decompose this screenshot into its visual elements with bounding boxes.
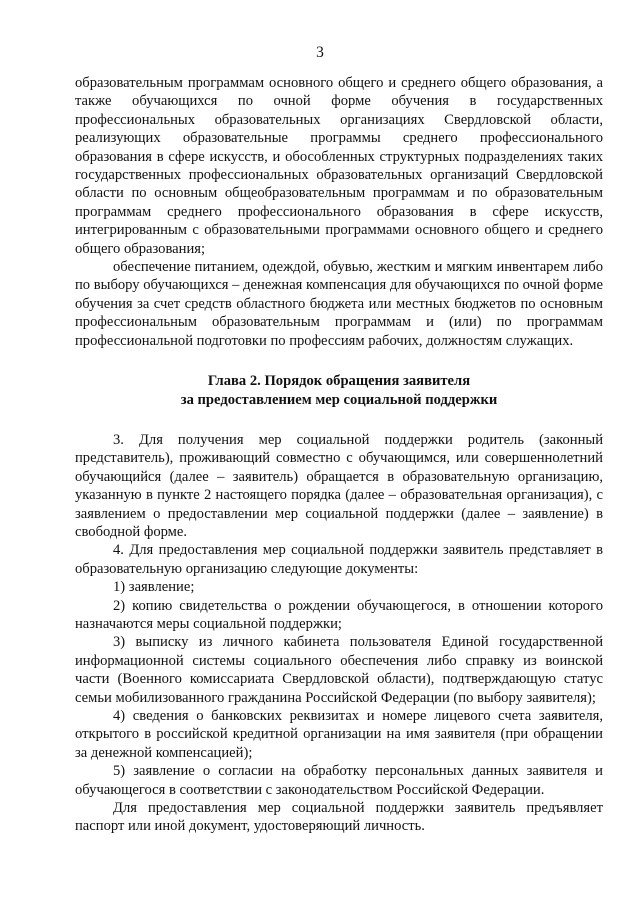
passport-paragraph: Для предоставления мер социальной поддержки заявитель предъявляет паспорт или иной документ, удостоверяющий личность. bbox=[75, 800, 603, 835]
chapter-title-line2: за предоставлением мер социальной поддержки bbox=[180, 391, 498, 408]
clause-4-item-3: 3) выписку из личного кабинета пользователя Единой государственной информационной системы социального обеспечения либо справку из воинской части (Военного комиссариата Свердловской области), подтверждающую статус семьи мобилизованного гражданина Российской Федерации (по выбору заявителя); bbox=[75, 634, 603, 706]
clause-3: 3. Для получения мер социальной поддержки родитель (законный представитель), проживающий совместно с обучающимся, или совершеннолетний обучающийся (далее – заявитель) обращается в образовательную организацию, указанную в пункте 2 настоящего порядка (далее – образовательная организация), с заявлением о предоставлении мер социальной поддержки (далее – заявление) в свободной форме. bbox=[75, 431, 603, 540]
clause-4: 4. Для предоставления мер социальной поддержки заявитель представляет в образовательную организацию следующие документы: bbox=[75, 542, 603, 577]
page-number: 3 bbox=[316, 44, 324, 61]
clause-4-item-5: 5) заявление о согласии на обработку персональных данных заявителя и обучающегося в соответствии с законодательством Российской Федерации. bbox=[75, 763, 603, 798]
clause-4-item-1: 1) заявление; bbox=[113, 579, 195, 596]
chapter-title-line1: Глава 2. Порядок обращения заявителя bbox=[207, 373, 471, 390]
paragraph-food-clothing: обеспечение питанием, одеждой, обувью, жестким и мягким инвентарем либо по выбору обучающихся – денежная компенсация для обучающихся по очной форме обучения за счет средств областного бюджета или местных бюджетов по основным профессиональным образовательным программам и (или) по программам профессиональной подготовки по профессиям рабочих, должностям служащих. bbox=[75, 259, 603, 349]
document-body bbox=[75, 74, 603, 836]
clause-4-item-2: 2) копию свидетельства о рождении обучающегося, в отношении которого назначаются меры социальной поддержки; bbox=[75, 597, 603, 632]
clause-4-item-4: 4) сведения о банковских реквизитах и номере лицевого счета заявителя, открытого в российской кредитной организации на имя заявителя (при обращении за денежной компенсацией); bbox=[75, 708, 603, 761]
paragraph-continuation: образовательным программам основного общего и среднего общего образования, а также обучающихся по очной форме обучения в государственных профессиональных образовательных организациях Свердловской области, реализующих образовательные программы среднего профессионального образования в сфере искусств, и обособленных структурных подразделениях таких государственных профессиональных образовательных организаций Свердловской области по основным общеобразовательным программам и по образовательным программам среднего профессионального образования в сфере искусств, интегрированным с образовательными программами основного общего и среднего общего образования; bbox=[75, 75, 603, 257]
